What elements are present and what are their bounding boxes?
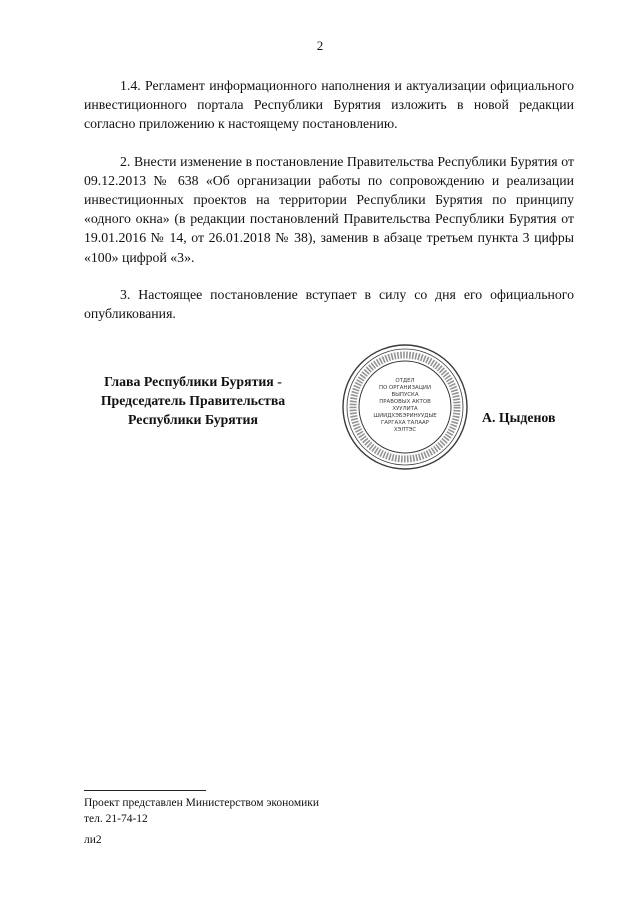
document-code: ли2 [84, 834, 102, 846]
seal-center-line: ХУУЛИТА [392, 406, 418, 412]
seal-center-line: ГАРГАХА ТАЛААР [381, 420, 429, 426]
footnote [84, 795, 319, 827]
seal-center-line: ОТДЕЛ [395, 378, 415, 384]
signatory-title-line: Председатель Правительства [100, 393, 286, 408]
footnote-line-author: Проект представлен Министерством экономики [84, 797, 320, 809]
page-number: 2 [316, 38, 324, 53]
paragraph-3: 3. Настоящее постановление вступает в силу со дня его официального опубликования. [84, 286, 574, 322]
signatory-title-line: Республики Бурятия [128, 412, 258, 427]
footnote-divider [84, 790, 206, 791]
seal-center-line: ПРАВОВЫХ АКТОВ [379, 399, 431, 405]
seal-center-line: ХЭЛТЭС [393, 427, 417, 433]
signatory-name: А. Цыденов [482, 410, 556, 425]
signatory-title [84, 372, 302, 429]
signatory-title-line: Глава Республики Бурятия - [104, 374, 282, 389]
official-seal-stamp [340, 342, 470, 472]
seal-center-line: ШИИДХЭБЭРИНУУДЫЕ [373, 413, 437, 419]
seal-center-line: ВЫПУСКА [391, 392, 419, 398]
footnote-line-phone: тел. 21-74-12 [84, 813, 148, 825]
body-text [84, 76, 574, 341]
paragraph-2: 2. Внести изменение в постановление Правительства Республики Бурятия от 09.12.2013 № 638 «Об организации работы по сопровождению и реализации инвестиционных проектов на территории Республики Бурятия по принципу «одного окна» (в редакции постановлений Правительства Республики Бурятия от 19.01.2016 № 14, от 26.01.2018 № 38), заменив в абзаце третьем пункта 3 цифры «100» цифрой «3». [84, 153, 574, 265]
seal-center-line: ПО ОРГАНИЗАЦИИ [379, 385, 431, 391]
paragraph-1-4: 1.4. Регламент информационного наполнения и актуализации официального инвестиционного портала Республики Бурятия изложить в новой редакции согласно приложению к настоящему постановлению. [84, 78, 574, 132]
